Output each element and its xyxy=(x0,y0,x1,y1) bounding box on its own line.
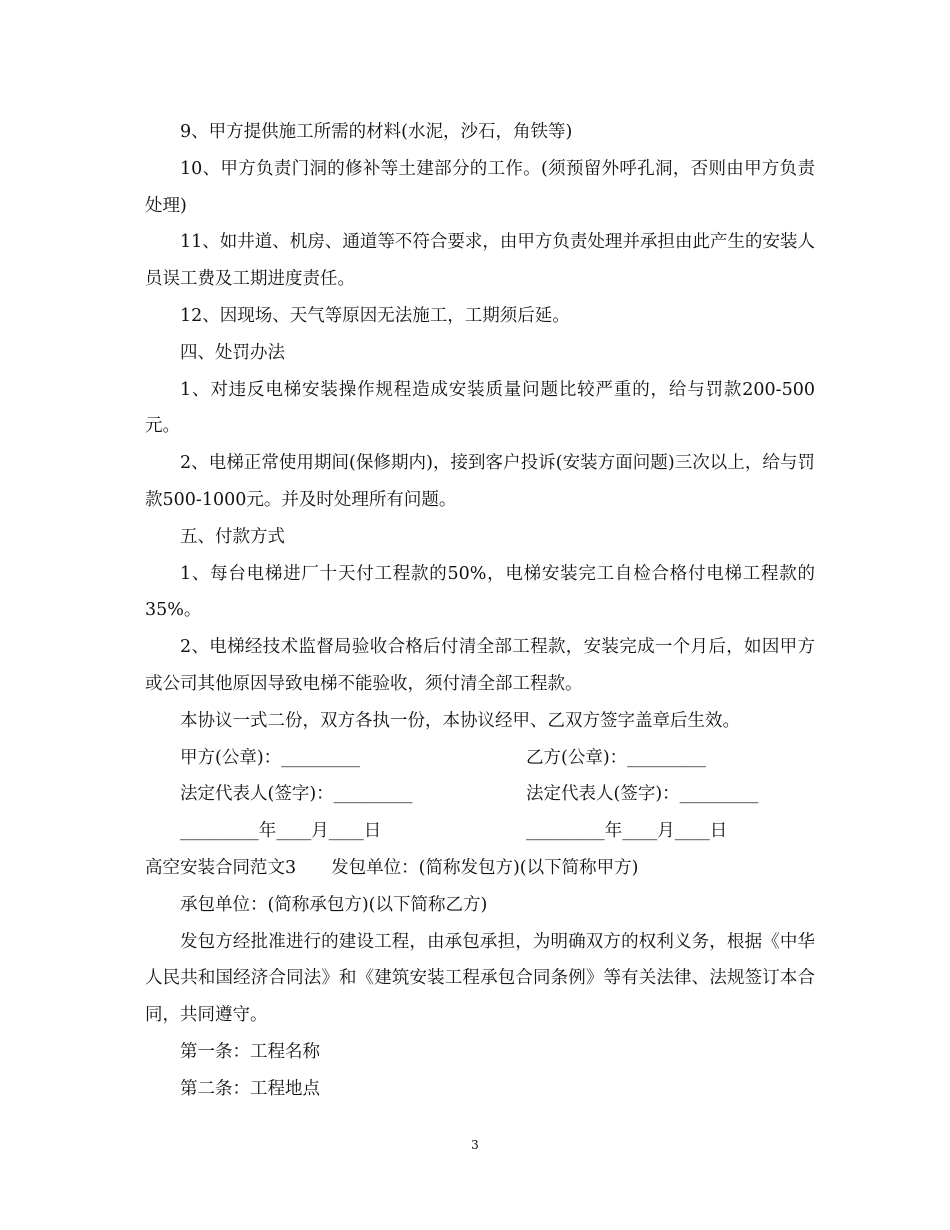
article-2-project-location: 第二条：工程地点 xyxy=(180,1078,320,1099)
clause-12: 12、因现场、天气等原因无法施工，工期须后延。 xyxy=(180,305,570,326)
signature-row-representative xyxy=(145,776,815,813)
party-a-seal-line: 甲方(公章)：_________ xyxy=(180,747,360,768)
clause-10: 10、甲方负责门洞的修补等土建部分的工作。(须预留外呼孔洞，否则由甲方负责处理) xyxy=(145,158,815,216)
clause-9: 9、甲方提供施工所需的材料(水泥，沙石，角铁等) xyxy=(180,122,573,142)
party-a-representative-line: 法定代表人(签字)：_________ xyxy=(180,784,413,805)
section-heading-penalties: 四、处罚办法 xyxy=(180,342,285,363)
party-b-representative-line: 法定代表人(签字)：_________ xyxy=(526,784,759,805)
clause-11: 11、如井道、机房、通道等不符合要求，由甲方负责处理并承担由此产生的安装人员误工费及工期进度责任。 xyxy=(145,232,815,290)
section-heading-payment: 五、付款方式 xyxy=(180,526,285,547)
party-a-date-line: _________年____月____日 xyxy=(180,821,382,842)
document-body xyxy=(145,114,815,1108)
party-b-seal-line: 乙方(公章)：_________ xyxy=(526,747,706,768)
contract-preamble: 发包方经批准进行的建设工程，由承包承担，为明确双方的权利义务，根据《中华人民共和国经济合同法》和《建筑安装工程承包合同条例》等有关法律、法规签订本合同，共同遵守。 xyxy=(145,931,815,1026)
agreement-copies-note: 本协议一式二份，双方各执一份，本协议经甲、乙双方签字盖章后生效。 xyxy=(180,710,740,731)
page-number: 3 xyxy=(471,1138,479,1152)
penalty-clause-2: 2、电梯正常使用期间(保修期内)，接到客户投诉(安装方面问题)三次以上，给与罚款500-1000元。并及时处理所有问题。 xyxy=(145,453,815,510)
party-b-date-line: _________年____月____日 xyxy=(526,821,728,842)
contractor-unit-line: 承包单位：(简称承包方)(以下简称乙方) xyxy=(180,894,488,915)
article-1-project-name: 第一条：工程名称 xyxy=(180,1041,320,1062)
payment-clause-1: 1、每台电梯进厂十天付工程款的50%，电梯安装完工自检合格付电梯工程款的35%。 xyxy=(145,563,815,621)
signature-row-seal xyxy=(145,740,815,777)
signature-row-date xyxy=(145,813,815,850)
contract-sample-3-heading: 高空安装合同范文3 发包单位：(简称发包方)(以下简称甲方) xyxy=(145,857,639,878)
penalty-clause-1: 1、对违反电梯安装操作规程造成安装质量问题比较严重的，给与罚款200-500元。 xyxy=(145,379,815,437)
payment-clause-2: 2、电梯经技术监督局验收合格后付清全部工程款，安装完成一个月后，如因甲方或公司其他原因导致电梯不能验收，须付清全部工程款。 xyxy=(145,637,815,694)
